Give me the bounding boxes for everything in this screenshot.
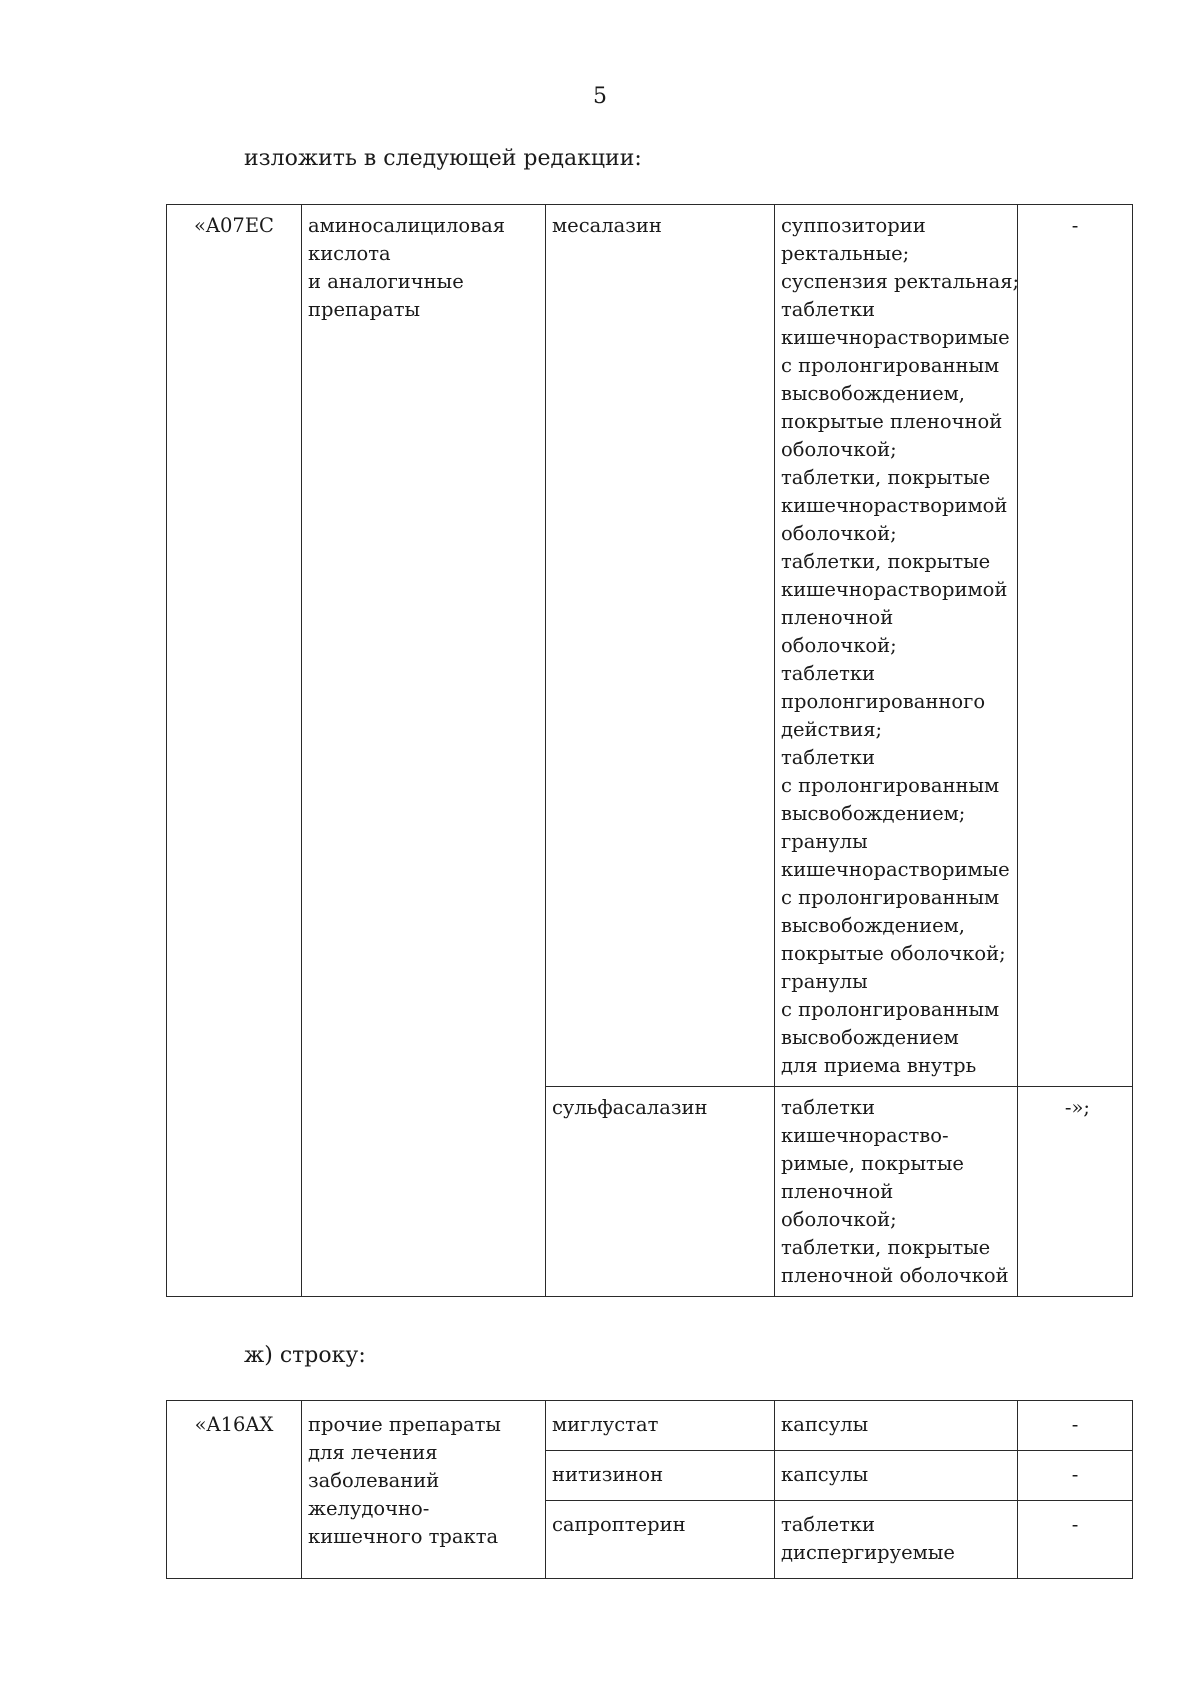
group-name-line: кислота bbox=[308, 242, 391, 265]
dosage-form-line: с пролонгированным bbox=[781, 354, 1000, 377]
substance-cell: сапроптерин bbox=[546, 1501, 775, 1579]
intro-paragraph: изложить в следующей редакции: bbox=[244, 146, 642, 171]
dosage-form-line: суспензия ректальная; bbox=[781, 270, 1020, 293]
group-name-cell bbox=[302, 1401, 546, 1579]
table-row bbox=[167, 205, 1133, 1087]
dosage-form-line: кишечнорастворимой bbox=[781, 578, 1008, 601]
group-name-line: прочие препараты bbox=[308, 1413, 501, 1436]
dosage-form-line: оболочкой; bbox=[781, 1208, 897, 1231]
dosage-form-line: таблетки bbox=[781, 1096, 876, 1119]
dosage-form-line: капсулы bbox=[781, 1413, 869, 1436]
atc-code-cell: «A07EC bbox=[167, 205, 302, 1297]
dosage-form-line: кишечнораство- bbox=[781, 1124, 949, 1147]
dosage-form-line: оболочкой; bbox=[781, 634, 897, 657]
condition-cell: - bbox=[1018, 1501, 1133, 1579]
dosage-form-line: ректальные; bbox=[781, 242, 910, 265]
group-name-line: и аналогичные bbox=[308, 270, 464, 293]
condition-cell: -»; bbox=[1018, 1087, 1133, 1297]
dosage-form-line: римые, покрытые bbox=[781, 1152, 964, 1175]
dosage-form-cell bbox=[775, 1401, 1018, 1451]
dosage-form-line: высвобождением; bbox=[781, 802, 966, 825]
page-number: 5 bbox=[593, 84, 607, 109]
condition-cell: - bbox=[1018, 1451, 1133, 1501]
dosage-form-line: пленочной bbox=[781, 606, 894, 629]
dosage-form-line: высвобождением bbox=[781, 1026, 959, 1049]
dosage-form-line: действия; bbox=[781, 718, 883, 741]
substance-cell: сульфасалазин bbox=[546, 1087, 775, 1297]
dosage-form-line: покрытые оболочкой; bbox=[781, 942, 1006, 965]
dosage-form-line: гранулы bbox=[781, 970, 868, 993]
dosage-form-line: с пролонгированным bbox=[781, 774, 1000, 797]
atc-code-cell: «A16AX bbox=[167, 1401, 302, 1579]
dosage-form-cell bbox=[775, 1451, 1018, 1501]
dosage-form-line: таблетки bbox=[781, 662, 876, 685]
group-name-line: для лечения bbox=[308, 1441, 438, 1464]
subpoint-paragraph: ж) строку: bbox=[244, 1343, 366, 1368]
dosage-form-line: оболочкой; bbox=[781, 522, 897, 545]
dosage-form-line: таблетки bbox=[781, 1513, 876, 1536]
dosage-form-line: кишечнорастворимой bbox=[781, 494, 1008, 517]
dosage-form-cell bbox=[775, 1501, 1018, 1579]
dosage-form-line: таблетки bbox=[781, 746, 876, 769]
group-name-line: аминосалициловая bbox=[308, 214, 506, 237]
condition-cell: - bbox=[1018, 1401, 1133, 1451]
dosage-form-line: суппозитории bbox=[781, 214, 926, 237]
dosage-form-line: капсулы bbox=[781, 1463, 869, 1486]
dosage-form-cell bbox=[775, 1087, 1018, 1297]
drug-table-a16ax bbox=[166, 1400, 1133, 1579]
group-name-line: желудочно- bbox=[308, 1497, 430, 1520]
dosage-form-line: для приема внутрь bbox=[781, 1054, 977, 1077]
dosage-form-line: с пролонгированным bbox=[781, 886, 1000, 909]
substance-cell: месалазин bbox=[546, 205, 775, 1087]
group-name-line: кишечного тракта bbox=[308, 1525, 499, 1548]
substance-cell: миглустат bbox=[546, 1401, 775, 1451]
dosage-form-line: пленочной оболочкой bbox=[781, 1264, 1009, 1287]
table-row bbox=[167, 1401, 1133, 1451]
dosage-form-line: высвобождением, bbox=[781, 914, 966, 937]
drug-table-a07ec bbox=[166, 204, 1133, 1297]
dosage-form-line: таблетки, покрытые bbox=[781, 466, 991, 489]
condition-cell: - bbox=[1018, 205, 1133, 1087]
dosage-form-line: гранулы bbox=[781, 830, 868, 853]
group-name-line: заболеваний bbox=[308, 1469, 440, 1492]
substance-cell: нитизинон bbox=[546, 1451, 775, 1501]
dosage-form-cell bbox=[775, 205, 1018, 1087]
dosage-form-line: покрытые пленочной bbox=[781, 410, 1003, 433]
dosage-form-line: диспергируемые bbox=[781, 1541, 955, 1564]
dosage-form-line: кишечнорастворимые bbox=[781, 858, 1010, 881]
dosage-form-line: пролонгированного bbox=[781, 690, 986, 713]
dosage-form-line: таблетки, покрытые bbox=[781, 1236, 991, 1259]
dosage-form-line: таблетки bbox=[781, 298, 876, 321]
dosage-form-line: высвобождением, bbox=[781, 382, 966, 405]
dosage-form-line: оболочкой; bbox=[781, 438, 897, 461]
group-name-line: препараты bbox=[308, 298, 421, 321]
dosage-form-line: таблетки, покрытые bbox=[781, 550, 991, 573]
group-name-cell bbox=[302, 205, 546, 1297]
dosage-form-line: кишечнорастворимые bbox=[781, 326, 1010, 349]
dosage-form-line: пленочной bbox=[781, 1180, 894, 1203]
dosage-form-line: с пролонгированным bbox=[781, 998, 1000, 1021]
